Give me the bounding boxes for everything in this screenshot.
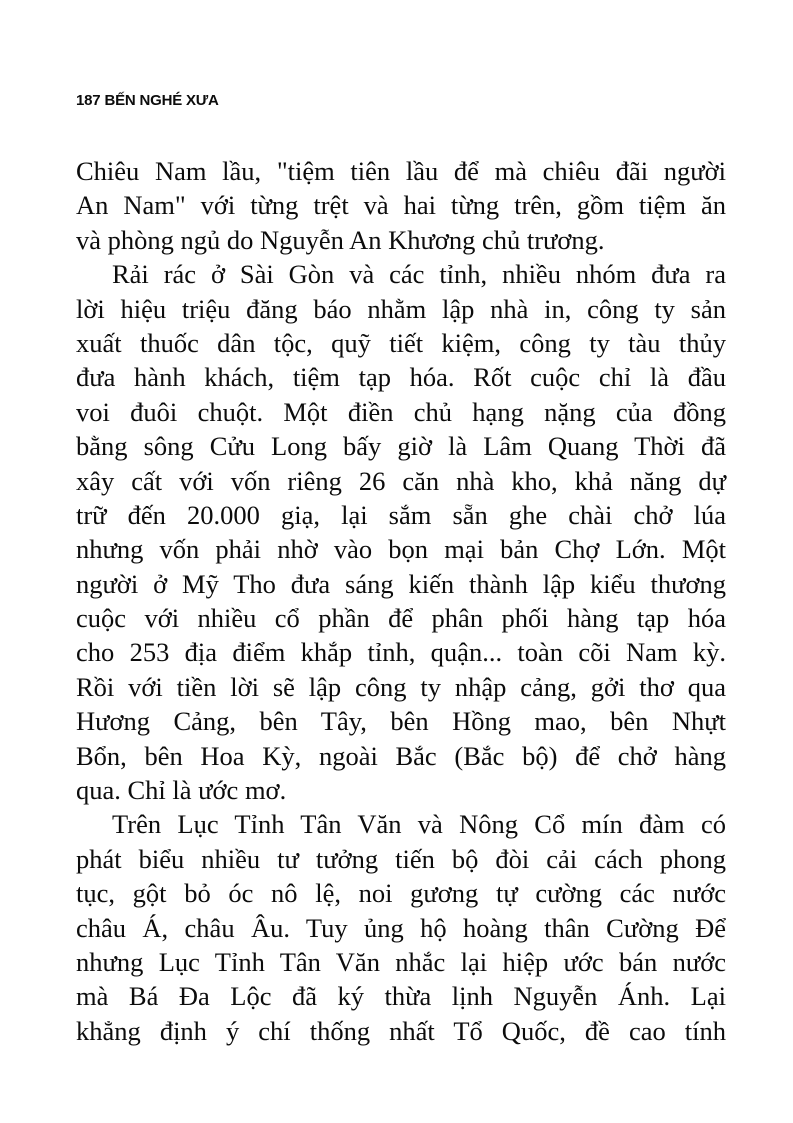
book-title: BẾN NGHÉ XƯA	[104, 92, 219, 109]
text-line: xuất thuốc dân tộc, quỹ tiết kiệm, công ty tàu thủy	[76, 327, 726, 358]
body-text	[76, 154, 726, 1048]
text-line: mà Bá Đa Lộc đã ký thừa lịnh Nguyễn Ánh. Lại	[76, 981, 726, 1012]
text-line: nhưng Lục Tỉnh Tân Văn nhắc lại hiệp ước bán nước	[76, 946, 726, 977]
paragraph-first-line: Trên Lục Tỉnh Tân Văn và Nông Cổ mín đàm có	[112, 809, 726, 840]
text-line: lời hiệu triệu đăng báo nhằm lập nhà in, công ty sản	[76, 293, 726, 324]
text-line: đưa hành khách, tiệm tạp hóa. Rốt cuộc chỉ là đầu	[76, 362, 726, 393]
text-line: châu Á, châu Âu. Tuy ủng hộ hoàng thân Cường Để	[76, 912, 726, 943]
text-line: Chiêu Nam lầu, "tiệm tiên lầu để mà chiêu đãi người	[76, 156, 726, 186]
text-line: cuộc với nhiều cổ phần để phân phối hàng tạp hóa	[76, 603, 726, 634]
paragraph-first-line: Rải rác ở Sài Gòn và các tỉnh, nhiều nhóm đưa ra	[112, 259, 726, 290]
text-line: bằng sông Cửu Long bấy giờ là Lâm Quang Thời đã	[76, 431, 726, 462]
text-line: qua. Chỉ là ước mơ.	[76, 775, 287, 806]
text-line: Bổn, bên Hoa Kỳ, ngoài Bắc (Bắc bộ) để chở hàng	[76, 740, 726, 771]
running-header	[76, 92, 219, 109]
text-line: Hương Cảng, bên Tây, bên Hồng mao, bên Nhựt	[76, 706, 726, 737]
text-line: xây cất với vốn riêng 26 căn nhà kho, khả năng dự	[76, 465, 726, 496]
text-line: và phòng ngủ do Nguyễn An Khương chủ trương.	[76, 224, 605, 255]
text-line: phát biểu nhiều tư tưởng tiến bộ đòi cải cách phong	[76, 843, 726, 874]
text-line: tục, gột bỏ óc nô lệ, noi gương tự cường các nước	[76, 878, 726, 909]
text-line: Rồi với tiền lời sẽ lập công ty nhập cảng, gởi thơ qua	[76, 671, 726, 702]
text-line: voi đuôi chuột. Một điền chủ hạng nặng của đồng	[76, 396, 726, 427]
text-line: nhưng vốn phải nhờ vào bọn mại bản Chợ Lớn. Một	[76, 534, 726, 565]
text-line: người ở Mỹ Tho đưa sáng kiến thành lập kiểu thương	[76, 568, 726, 599]
text-line: cho 253 địa điểm khắp tỉnh, quận... toàn cõi Nam kỳ.	[76, 637, 726, 668]
text-line: An Nam" với từng trệt và hai từng trên, gồm tiệm ăn	[76, 190, 726, 221]
page-number: 187	[76, 92, 101, 109]
text-line: trữ đến 20.000 giạ, lại sắm sẵn ghe chài chở lúa	[76, 499, 726, 530]
text-line: khẳng định ý chí thống nhất Tổ Quốc, đề cao tính	[76, 1015, 726, 1046]
